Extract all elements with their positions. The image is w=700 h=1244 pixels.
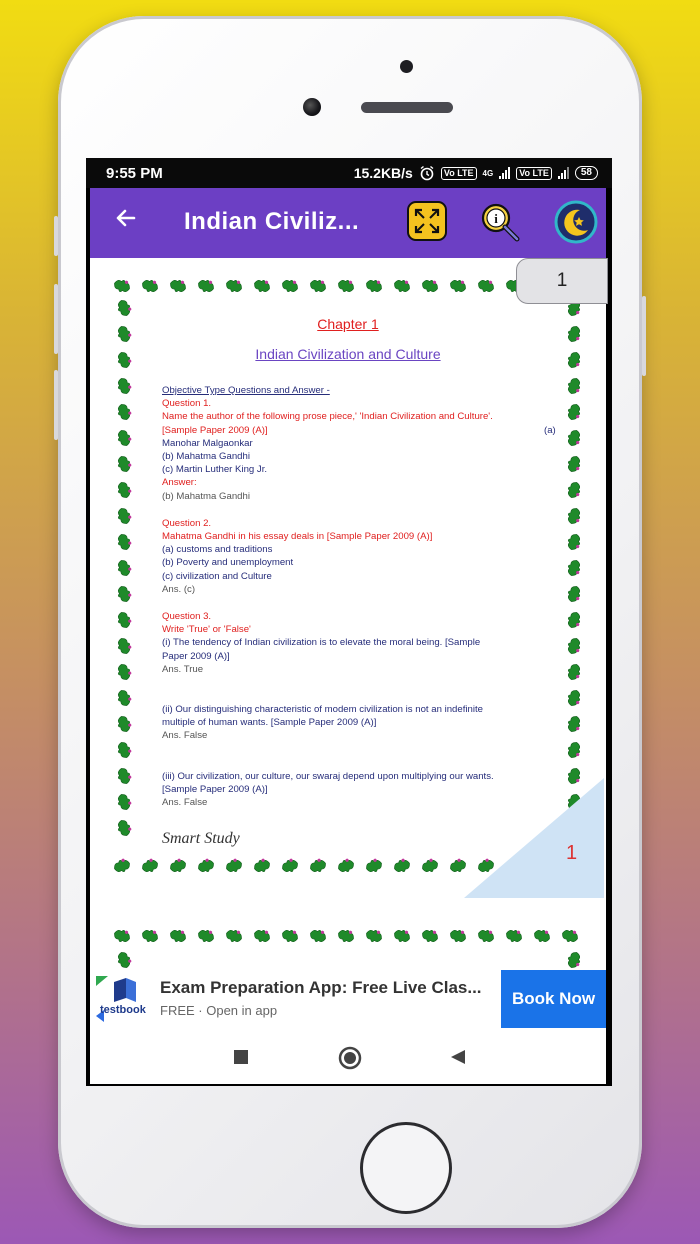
holly-leaf [566,662,583,681]
holly-leaf [116,714,133,733]
holly-leaf [364,277,383,294]
ad-title[interactable]: Exam Preparation App: Free Live Clas... [160,978,482,997]
question-1-answer: (b) Mahatma Gandhi [162,490,250,502]
holly-leaf [566,428,583,447]
holly-leaf [566,740,583,759]
holly-leaf [392,277,411,294]
holly-leaf [116,298,133,317]
home-button[interactable] [360,1122,452,1214]
volte-badge-1: Vo LTE [441,167,477,180]
holly-leaf [116,610,133,629]
svg-text:i: i [494,211,498,226]
testbook-logo [96,976,148,1024]
question-2-label: Question 2. [162,517,212,529]
holly-leaf [566,636,583,655]
holly-leaf [252,927,271,944]
holly-leaf [168,927,187,944]
holly-leaf [224,857,243,874]
holly-leaf [336,927,355,944]
page-indicator: 1 [516,258,608,304]
ad-subtitle: FREE · Open in app [160,1003,278,1018]
triangle-back-icon[interactable] [450,1049,466,1070]
section-title: Objective Type Questions and Answer - [162,385,330,396]
question-1-option-b: (b) Mahatma Gandhi [162,451,250,463]
option-a-marker: (a) [544,424,556,436]
expand-icon[interactable] [406,200,448,247]
question-3-ii-answer: Ans. False [162,730,208,742]
holly-leaf [116,454,133,473]
holly-leaf [308,927,327,944]
question-3-iii-line1: (iii) Our civilization, our culture, our swaraj depend upon multiplying our wants. [162,770,494,782]
volte-badge-2: Vo LTE [516,167,552,180]
app-title: Indian Civiliz... [184,208,360,235]
app-bar [90,188,606,258]
question-2-answer: Ans. (c) [162,583,196,595]
ad-logo-text: testbook [100,1004,146,1016]
holly-leaf [140,277,159,294]
question-3-text: Write 'True' or 'False' [162,624,251,636]
holly-leaf [336,277,355,294]
holly-leaf [566,950,583,969]
question-1-source: [Sample Paper 2009 (A)] [162,424,268,436]
network-type: 4G [482,168,494,178]
question-2-option-a: (a) customs and traditions [162,544,273,556]
holly-leaf [392,857,411,874]
holly-leaf [116,402,133,421]
question-3-i-line1: (i) The tendency of Indian civilization is to elevate the moral being. [Sample [162,637,481,649]
holly-leaf [392,927,411,944]
arrow-left-icon[interactable] [114,204,138,238]
holly-leaf [116,662,133,681]
holly-leaf [196,857,215,874]
holly-leaf [566,480,583,499]
holly-leaf [476,927,495,944]
question-3-i-answer: Ans. True [162,663,204,675]
holly-leaf [420,927,439,944]
holly-leaf [566,506,583,525]
holly-leaf [448,927,467,944]
holly-leaf [116,818,133,837]
status-time: 9:55 PM [106,165,163,182]
holly-leaf [116,636,133,655]
holly-leaf [252,277,271,294]
system-nav-bar [90,1028,606,1084]
pdf-page-1 [98,258,598,898]
holly-leaf [140,927,159,944]
holly-leaf [280,277,299,294]
holly-leaf [364,857,383,874]
ad-banner[interactable] [90,970,606,1028]
search-info-icon[interactable] [478,200,524,251]
book-now-button[interactable]: Book Now [501,970,606,1028]
signature-watermark: Smart Study [162,830,240,847]
holly-leaf [420,857,439,874]
signal-icon-1 [499,167,510,179]
question-3-label: Question 3. [162,611,212,623]
holly-leaf [116,480,133,499]
holly-leaf [116,740,133,759]
holly-leaf [448,277,467,294]
earpiece-speaker [361,102,453,113]
chapter-title: Chapter 1 [317,316,379,332]
holly-leaf [116,584,133,603]
holly-leaf [566,688,583,707]
holly-leaf [364,927,383,944]
holly-leaf [566,376,583,395]
question-1-option-a: Manohar Malgaonkar [162,437,253,449]
pdf-viewer[interactable] [90,258,606,970]
holly-leaf [168,277,187,294]
holly-leaf [476,277,495,294]
question-1-option-c: (c) Martin Luther King Jr. [162,464,268,476]
holly-leaf [116,428,133,447]
question-3-ii-line1: (ii) Our distinguishing characteristic of modem civilization is not an indefinite [162,704,483,716]
holly-leaf [140,857,159,874]
holly-leaf [566,610,583,629]
signal-icon-2 [558,167,569,179]
question-3-i-line2: Paper 2009 (A)] [162,650,230,662]
holly-leaf [280,857,299,874]
question-2-option-b: (b) Poverty and unemployment [162,557,294,569]
holly-leaf [504,927,523,944]
holly-leaf [308,277,327,294]
volume-down-button [54,370,58,440]
holly-leaf [336,857,355,874]
holly-leaf [116,688,133,707]
holly-leaf [116,558,133,577]
status-bar [86,158,612,188]
holly-leaf [420,277,439,294]
holly-leaf [566,714,583,733]
volume-up-button [54,284,58,354]
holly-leaf [308,857,327,874]
holly-leaf [116,532,133,551]
holly-leaf [566,558,583,577]
holly-leaf [116,766,133,785]
moon-star-icon[interactable] [554,200,598,249]
question-1-label: Question 1. [162,398,212,410]
page-number: 1 [566,842,578,864]
holly-leaf [168,857,187,874]
holly-leaf [224,927,243,944]
holly-leaf [116,376,133,395]
holly-leaf [116,792,133,811]
holly-leaf [560,927,579,944]
document-body [162,384,562,809]
holly-leaf [112,927,131,944]
status-icons [354,165,598,181]
holly-leaf [112,277,131,294]
holly-leaf [224,277,243,294]
holly-leaf [196,927,215,944]
battery-icon: 58 [575,166,598,180]
holly-leaf [116,506,133,525]
phone-screen [86,158,612,1086]
holly-leaf [196,277,215,294]
square-icon[interactable] [234,1050,248,1069]
holly-leaf [566,584,583,603]
question-2-option-c: (c) civilization and Culture [162,570,272,582]
holly-leaf [566,532,583,551]
holly-leaf [252,857,271,874]
question-3-ii-line2: multiple of human wants. [Sample Paper 2009 (A)] [162,717,377,729]
question-2-text: Mahatma Gandhi in his essay deals in [Sample Paper 2009 (A)] [162,531,433,543]
holly-leaf [116,950,133,969]
power-button [642,296,646,376]
holly-leaf [280,927,299,944]
network-speed: 15.2KB/s [353,165,413,181]
holly-leaf [112,857,131,874]
holly-leaf [566,402,583,421]
sensor-dot [400,60,413,73]
chapter-heading: Indian Civilization and Culture [255,346,441,362]
alarm-icon [419,165,435,181]
holly-leaf [566,454,583,473]
circle-icon[interactable] [338,1046,362,1075]
question-3-iii-line2: [Sample Paper 2009 (A)] [162,783,268,795]
question-1-answer-label: Answer: [162,477,197,489]
question-1-text: Name the author of the following prose piece,' 'Indian Civilization and Culture'. [162,411,493,423]
question-3-iii-answer: Ans. False [162,797,208,809]
holly-leaf [532,927,551,944]
mute-switch [54,216,58,256]
front-camera [303,98,321,116]
